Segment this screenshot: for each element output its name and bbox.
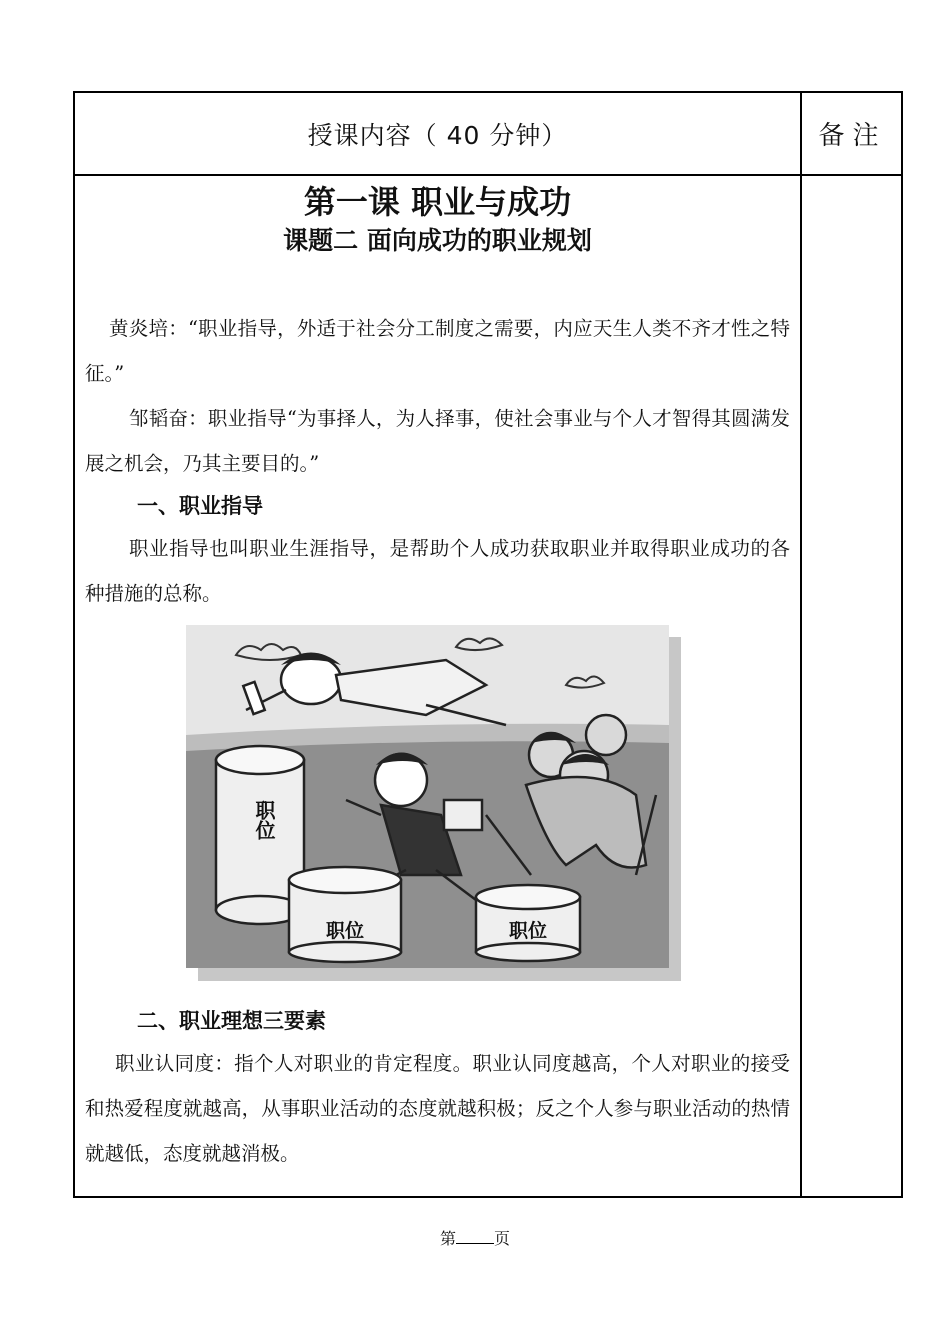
page-footer <box>0 1226 950 1249</box>
teaching-content-header: 授课内容（ 40 分钟） <box>307 120 568 150</box>
position-label-middle: 职位 <box>325 920 365 942</box>
page-suffix: 页 <box>494 1229 511 1248</box>
page-prefix: 第 <box>439 1229 456 1248</box>
section2-text: 职业认同度：指个人对职业的肯定程度。职业认同度越高，个人对职业的接受和热爱程度就越高，从事职业活动的态度就越积极；反之个人参与职业活动的热情就越低，态度就越消极。 <box>85 1052 790 1165</box>
lesson-subtitle: 课题二 面向成功的职业规划 <box>283 226 592 255</box>
column-divider <box>800 93 802 1196</box>
position-label-right: 职位 <box>508 920 548 942</box>
section1-heading: 一、职业指导 <box>137 494 263 518</box>
section2-heading: 二、职业理想三要素 <box>137 1009 326 1033</box>
section1-text: 职业指导也叫职业生涯指导，是帮助个人成功获取职业并取得职业成功的各种措施的总称。 <box>85 537 790 605</box>
career-illustration <box>186 625 681 981</box>
quote-zou-taofen: 邹韬奋：职业指导“为事择人，为人择事，使社会事业与个人才智得其圆满发展之机会，乃其主要目的。” <box>85 407 790 475</box>
lesson-title: 第一课 职业与成功 <box>303 183 572 221</box>
lesson-content <box>85 176 790 1176</box>
lesson-plan-table <box>73 91 903 1198</box>
illustration-image <box>186 625 669 968</box>
position-label-tall: 职位 <box>252 800 276 840</box>
quote-huang-yanpei: 黄炎培：“职业指导，外适于社会分工制度之需要，内应天生人类不齐才性之特征。” <box>85 317 790 385</box>
notes-header: 备注 <box>818 121 887 151</box>
page-number-blank <box>456 1229 494 1244</box>
